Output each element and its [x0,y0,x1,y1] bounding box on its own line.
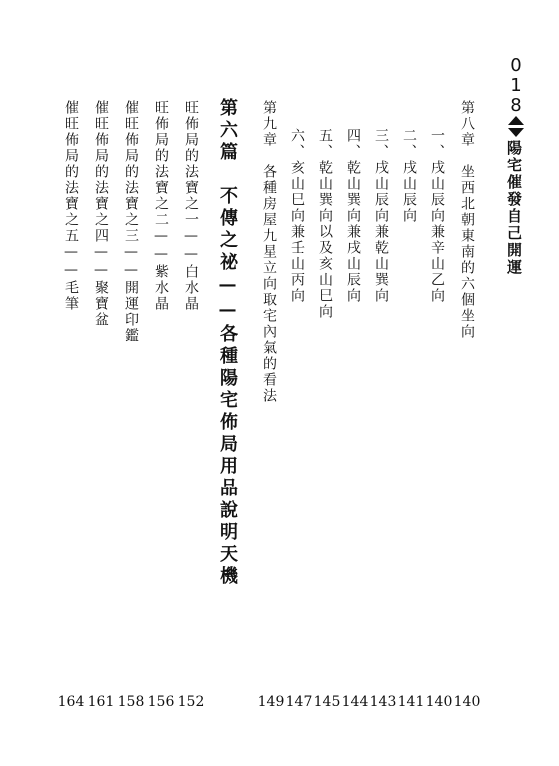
toc-item: 旺佈局的法寶之一——白水晶 [183,100,199,312]
toc-page-number: 147 [285,694,313,710]
page-number-digit: 0 [510,55,522,76]
page-number [504,56,528,116]
toc-item: 三、戌山辰向兼乾山巽向 [373,128,389,304]
toc-page-number: 156 [147,694,175,710]
toc-page-number: 144 [341,694,369,710]
toc-page-number: 143 [369,694,397,710]
part-6-title: 第六篇 不傳之祕——各種陽宅佈局用品說明天機 [217,98,238,588]
toc-page-number: 152 [177,694,205,710]
toc-page-number: 140 [453,694,481,710]
toc-item: 六、亥山巳向兼壬山丙向 [289,128,305,304]
chapter-8-title: 第八章 坐西北朝東南的六個坐向 [459,100,475,340]
toc-page-number: 141 [397,694,425,710]
chapter-9-title: 第九章 各種房屋九星立向取宅內氣的看法 [261,100,277,404]
toc-item: 一、戌山辰向兼辛山乙向 [429,128,445,304]
page-number-digit: 8 [510,95,522,116]
running-title: 陽宅催發自己開運 [505,140,523,276]
toc-item: 五、乾山巽向以及亥山巳向 [317,128,333,320]
toc-page-number: 149 [257,694,285,710]
toc-item: 二、戌山辰向 [401,128,417,224]
toc-page-number: 161 [87,694,115,710]
toc-item: 催旺佈局的法寶之三——開運印鑑 [123,100,139,344]
toc-item: 旺佈局的法寶之二——紫水晶 [153,100,169,312]
toc-page-number: 164 [57,694,85,710]
page-number-digit: 1 [510,75,522,96]
toc-page-number: 140 [425,694,453,710]
toc-page-number: 158 [117,694,145,710]
toc-item: 催旺佈局的法寶之四——聚寶盆 [93,100,109,328]
toc-item: 催旺佈局的法寶之五——毛筆 [63,100,79,312]
diamond-arrow-icon [508,116,524,142]
toc-item: 四、乾山巽向兼戌山辰向 [345,128,361,304]
toc-page-number: 145 [313,694,341,710]
